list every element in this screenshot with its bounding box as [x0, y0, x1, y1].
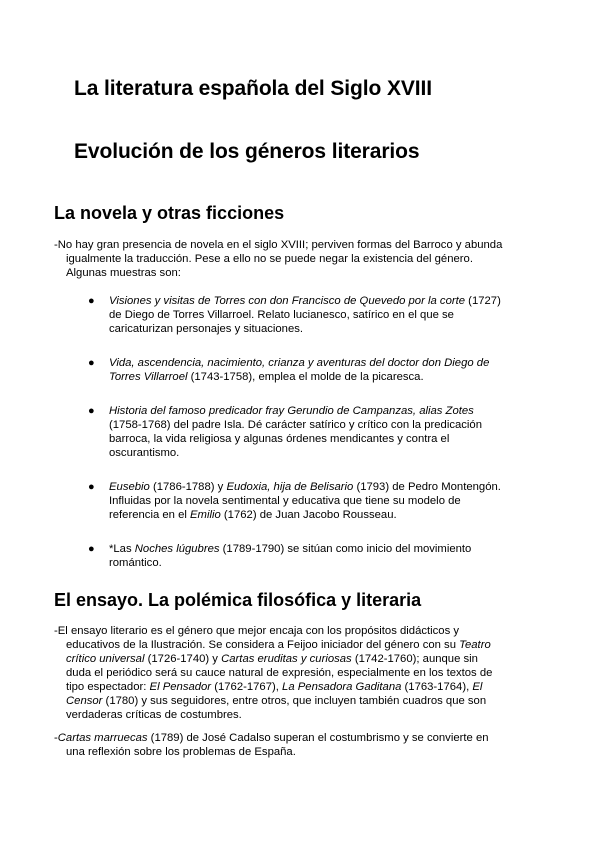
bullet-icon: ● [88, 357, 95, 369]
bullet-icon: ● [88, 481, 95, 493]
list-item: ● Visiones y visitas de Torres con don Francisco de Quevedo por la corte (1727) de Diego de Torres Villarroel. Relato lucianesco, satírico en el que se caricaturizan personajes y situaciones. [88, 295, 501, 335]
bullet-icon: ● [88, 295, 95, 307]
list-item: ● Historia del famoso predicador fray Gerundio de Campanzas, alias Zotes (1758-1768) del padre Isla. Dé carácter satírico y crítico con la predicación barroca, la vida religiosa y algunas órdenes mendicantes y contra el oscurantismo. [88, 405, 482, 459]
section-heading-novela: La novela y otras ficciones [54, 203, 285, 223]
cartas-marruecas-paragraph: -Cartas marruecas (1789) de José Cadalso superan el costumbrismo y se convierte en una reflexión sobre los problemas de España. [54, 732, 489, 758]
list-item: ● Eusebio (1786-1788) y Eudoxia, hija de Belisario (1793) de Pedro Montengón. Influidas por la novela sentimental y educativa que tiene su modelo de referencia en el Emilio (1762) de Juan Jacobo Rousseau. [88, 481, 501, 521]
ensayo-paragraph: -El ensayo literario es el género que mejor encaja con los propósitos didácticos y educativos de la Ilustración. Se considera a Feijoo iniciador del género con su Teatro crítico universal (1726-1740) y Cartas eruditas y curiosas (1742-1760); aunque sin duda el periódico será su cauce natural de expresión, especialmente en los textos de tipo espectador: El Pensador (1762-1767), La Pensadora Gaditana (1763-1764), El Censor (1780) y sus seguidores, entre otros, que incluyen también cuadros que son verdaderas críticas de costumbres. [54, 625, 493, 721]
bullet-icon: ● [88, 543, 95, 555]
novela-intro-paragraph: -No hay gran presencia de novela en el siglo XVIII; perviven formas del Barroco y abunda igualmente la traducción. Pese a ello no se puede negar la existencia del género. Algunas muestras son: [54, 239, 503, 279]
document-subtitle: Evolución de los géneros literarios [74, 140, 420, 163]
document-title: La literatura española del Siglo XVIII [74, 77, 432, 100]
novela-examples-list [54, 294, 504, 570]
list-item: ● Vida, ascendencia, nacimiento, crianza y aventuras del doctor don Diego de Torres Villarroel (1743-1758), emplea el molde de la picaresca. [88, 357, 490, 383]
section-heading-ensayo: El ensayo. La polémica filosófica y literaria [54, 590, 422, 610]
bullet-icon: ● [88, 405, 95, 417]
list-item: ● *Las Noches lúgubres (1789-1790) se sitúan como inicio del movimiento romántico. [88, 543, 472, 569]
